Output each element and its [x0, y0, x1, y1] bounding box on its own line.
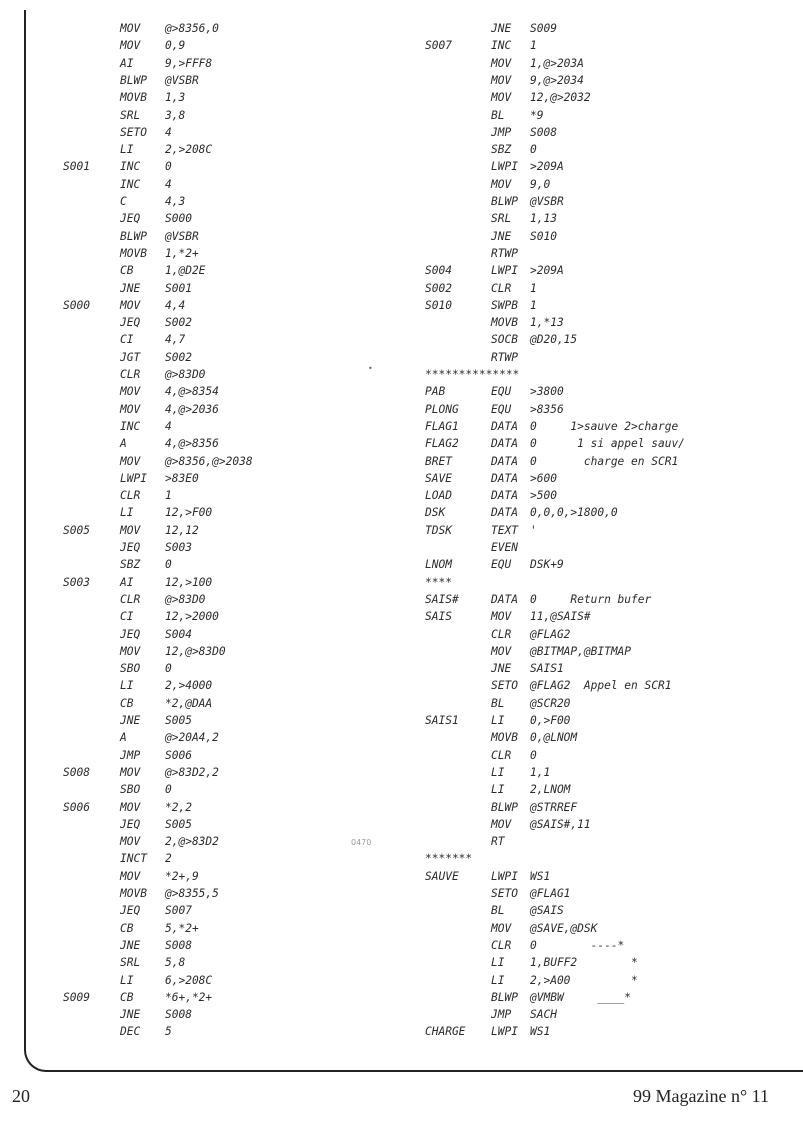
- code-label: SAIS1: [425, 714, 459, 727]
- code-opcode: BL: [491, 696, 505, 710]
- code-operand: 2,>208C: [165, 143, 213, 157]
- code-operand: 1,*2+: [165, 246, 199, 260]
- code-operand: 1,BUFF2 *: [530, 956, 638, 970]
- code-opcode: SETO: [491, 679, 518, 693]
- code-opcode: MOV: [120, 835, 141, 849]
- code-operand: 0: [165, 662, 172, 676]
- code-operand: 1,3: [165, 91, 186, 105]
- code-opcode: MOV: [120, 22, 141, 35]
- code-operand: @VMBW ____*: [530, 990, 632, 1004]
- code-opcode: BL: [491, 108, 505, 122]
- code-operand: SAIS1: [530, 662, 564, 676]
- code-operand: 12,12: [165, 523, 199, 537]
- code-opcode: SWPB: [491, 298, 518, 312]
- code-label: FLAG2: [425, 437, 459, 451]
- code-operand: >209A: [530, 264, 564, 278]
- code-label: S007: [425, 39, 452, 53]
- code-label: S000: [63, 298, 90, 312]
- code-opcode: LI: [491, 973, 505, 987]
- code-operand: 1,@>203A: [530, 56, 584, 70]
- code-opcode: JGT: [120, 350, 141, 364]
- code-label: **************: [425, 368, 520, 381]
- code-operand: 3,8: [165, 108, 186, 122]
- code-opcode: CB: [120, 921, 134, 935]
- code-opcode: MOVB: [491, 731, 518, 745]
- code-operand: 4: [165, 419, 172, 433]
- code-operand: *9: [530, 108, 544, 122]
- code-operand: @SAIS#,11: [530, 817, 591, 831]
- code-operand: 2,>4000: [165, 679, 213, 693]
- code-opcode: MOV: [491, 73, 512, 87]
- code-operand: 12,@>2032: [530, 91, 591, 105]
- code-opcode: SETO: [491, 887, 518, 900]
- code-operand: S000: [165, 212, 192, 226]
- code-opcode: BLWP: [491, 990, 518, 1004]
- code-operand: @SCR20: [530, 696, 571, 710]
- code-operand: 0 charge en SCR1: [530, 454, 679, 468]
- code-operand: @FLAG2 Appel en SCR1: [530, 679, 672, 693]
- code-operand: S009: [530, 22, 557, 35]
- code-opcode: BLWP: [120, 73, 147, 87]
- code-opcode: CLR: [491, 938, 512, 952]
- code-operand: S001: [165, 281, 192, 295]
- magazine-issue: 99 Magazine n° 11: [633, 1086, 769, 1106]
- code-operand: 0 ----*: [530, 938, 625, 952]
- stray-mark: •: [368, 364, 373, 373]
- code-opcode: JNE: [491, 22, 512, 35]
- code-opcode: LI: [120, 143, 134, 157]
- code-opcode: BLWP: [491, 800, 518, 814]
- code-operand: @>83D0: [165, 368, 206, 381]
- code-opcode: INC: [120, 160, 141, 174]
- code-opcode: EQU: [491, 402, 512, 416]
- code-label: S010: [425, 298, 452, 312]
- code-operand: WS1: [530, 869, 551, 883]
- code-operand: 2,@>83D2: [165, 835, 219, 849]
- code-operand: 4,4: [165, 298, 186, 312]
- code-label: S001: [63, 160, 90, 174]
- code-opcode: INC: [120, 419, 141, 433]
- code-operand: S007: [165, 904, 192, 918]
- code-opcode: CLR: [491, 748, 512, 762]
- code-opcode: JEQ: [120, 817, 141, 831]
- code-operand: 12,>100: [165, 575, 213, 589]
- code-operand: 0,>F00: [530, 714, 571, 727]
- code-label: S003: [63, 575, 90, 589]
- code-opcode: LI: [120, 506, 134, 520]
- code-opcode: LWPI: [491, 160, 518, 174]
- code-operand: 2,>A00 *: [530, 973, 638, 987]
- code-operand: 0,0,0,>1800,0: [530, 506, 618, 520]
- code-operand: 0: [530, 748, 537, 762]
- code-opcode: EQU: [491, 385, 512, 399]
- page-frame: [24, 10, 803, 1072]
- code-opcode: INC: [120, 177, 141, 191]
- code-opcode: MOV: [120, 869, 141, 883]
- code-opcode: LI: [120, 679, 134, 693]
- code-opcode: MOVB: [120, 91, 147, 105]
- code-opcode: SBZ: [491, 143, 512, 157]
- code-opcode: MOV: [120, 402, 141, 416]
- code-operand: 5: [165, 1025, 172, 1039]
- code-opcode: JNE: [491, 662, 512, 676]
- code-opcode: TEXT: [491, 523, 518, 537]
- code-operand: 0 1 si appel sauv/: [530, 437, 685, 451]
- code-operand: 0: [530, 143, 537, 157]
- code-operand: S005: [165, 714, 192, 727]
- code-opcode: MOV: [120, 800, 141, 814]
- code-opcode: JNE: [120, 714, 141, 727]
- code-operand: WS1: [530, 1025, 551, 1039]
- code-operand: S006: [165, 748, 192, 762]
- code-operand: S002: [165, 316, 192, 330]
- code-opcode: MOV: [120, 644, 141, 658]
- code-operand: @VSBR: [165, 73, 199, 87]
- code-operand: 11,@SAIS#: [530, 610, 591, 624]
- code-opcode: JMP: [491, 1008, 512, 1022]
- page-number: 20: [12, 1086, 30, 1106]
- code-label: SAVE: [425, 471, 452, 485]
- code-operand: SACH: [530, 1008, 557, 1022]
- code-operand: @VSBR: [530, 195, 564, 208]
- code-operand: DSK+9: [530, 558, 564, 572]
- code-operand: 4: [165, 125, 172, 139]
- code-operand: @>8356,@>2038: [165, 454, 253, 468]
- code-operand: S004: [165, 627, 192, 641]
- code-label: S008: [63, 765, 90, 779]
- code-opcode: MOV: [491, 610, 512, 624]
- code-label: DSK: [425, 506, 446, 520]
- code-operand: 12,>2000: [165, 610, 219, 624]
- code-opcode: LI: [491, 765, 505, 779]
- code-opcode: BLWP: [491, 195, 518, 208]
- code-label: *******: [425, 852, 473, 866]
- code-operand: 4,7: [165, 333, 186, 347]
- code-opcode: JEQ: [120, 904, 141, 918]
- code-label: PLONG: [425, 402, 459, 416]
- code-operand: @D20,15: [530, 333, 578, 347]
- code-opcode: DATA: [491, 437, 518, 451]
- code-operand: >3800: [530, 385, 564, 399]
- code-operand: 0: [165, 160, 172, 174]
- code-opcode: AI: [120, 575, 134, 589]
- code-operand: @FLAG2: [530, 627, 571, 641]
- code-operand: >8356: [530, 402, 564, 416]
- code-opcode: SBZ: [120, 558, 141, 572]
- code-operand: 6,>208C: [165, 973, 213, 987]
- code-opcode: JEQ: [120, 541, 141, 554]
- code-opcode: MOVB: [491, 316, 518, 330]
- code-operand: 1: [165, 489, 172, 503]
- code-operand: 9,0: [530, 177, 551, 191]
- code-label: SAIS: [425, 610, 452, 624]
- code-opcode: CI: [120, 333, 134, 347]
- code-opcode: CLR: [120, 489, 141, 503]
- code-opcode: SRL: [120, 108, 141, 122]
- code-opcode: A: [120, 731, 127, 745]
- code-operand: >209A: [530, 160, 564, 174]
- code-operand: ': [530, 523, 537, 537]
- code-operand: S005: [165, 817, 192, 831]
- code-opcode: JNE: [491, 229, 512, 243]
- code-opcode: MOV: [491, 91, 512, 105]
- code-operand: @>8355,5: [165, 887, 219, 900]
- code-opcode: SBO: [120, 662, 141, 676]
- code-operand: 1,1: [530, 765, 551, 779]
- code-operand: 9,>FFF8: [165, 56, 213, 70]
- code-opcode: LI: [491, 714, 505, 727]
- code-label: LOAD: [425, 489, 452, 503]
- code-opcode: DATA: [491, 506, 518, 520]
- code-operand: 0 1>sauve 2>charge: [530, 419, 679, 433]
- code-opcode: LWPI: [120, 471, 147, 485]
- code-operand: 1: [530, 39, 537, 53]
- code-operand: @SAVE,@DSK: [530, 921, 598, 935]
- code-operand: 5,*2+: [165, 921, 199, 935]
- code-opcode: MOV: [120, 39, 141, 53]
- code-opcode: LWPI: [491, 1025, 518, 1039]
- code-operand: 4,@>2036: [165, 402, 219, 416]
- code-opcode: MOVB: [120, 887, 147, 900]
- code-operand: S003: [165, 541, 192, 554]
- code-opcode: JEQ: [120, 316, 141, 330]
- code-operand: >600: [530, 471, 557, 485]
- code-operand: 4,3: [165, 195, 186, 208]
- code-opcode: DEC: [120, 1025, 141, 1039]
- code-operand: 5,8: [165, 956, 186, 970]
- code-opcode: INC: [491, 39, 512, 53]
- handwritten-margin-note: 0470: [351, 838, 372, 847]
- code-operand: 12,>F00: [165, 506, 213, 520]
- code-opcode: DATA: [491, 471, 518, 485]
- code-opcode: JMP: [491, 125, 512, 139]
- code-operand: 12,@>83D0: [165, 644, 226, 658]
- code-label: ****: [425, 575, 452, 589]
- code-operand: S002: [165, 350, 192, 364]
- code-opcode: C: [120, 195, 127, 208]
- code-opcode: MOV: [120, 385, 141, 399]
- code-opcode: MOVB: [120, 246, 147, 260]
- code-operand: 9,@>2034: [530, 73, 584, 87]
- code-opcode: CLR: [120, 592, 141, 606]
- code-operand: *2,2: [165, 800, 192, 814]
- code-opcode: RTWP: [491, 246, 518, 260]
- code-opcode: CLR: [120, 368, 141, 381]
- code-operand: 1: [530, 281, 537, 295]
- code-opcode: SOCB: [491, 333, 518, 347]
- code-opcode: AI: [120, 56, 134, 70]
- code-opcode: MOV: [491, 56, 512, 70]
- code-operand: 4,@>8356: [165, 437, 219, 451]
- code-opcode: MOV: [491, 644, 512, 658]
- code-operand: 0,@LNOM: [530, 731, 578, 745]
- code-label: FLAG1: [425, 419, 459, 433]
- code-operand: 2,LNOM: [530, 783, 571, 797]
- code-opcode: RT: [491, 835, 505, 849]
- code-label: LNOM: [425, 558, 452, 572]
- code-opcode: MOV: [491, 817, 512, 831]
- code-opcode: SBO: [120, 783, 141, 797]
- code-label: S006: [63, 800, 90, 814]
- code-operand: 1,*13: [530, 316, 564, 330]
- code-operand: >83E0: [165, 471, 199, 485]
- code-opcode: CLR: [491, 281, 512, 295]
- code-opcode: CB: [120, 264, 134, 278]
- code-opcode: JNE: [120, 1008, 141, 1022]
- code-operand: *2+,9: [165, 869, 199, 883]
- code-operand: 4: [165, 177, 172, 191]
- code-operand: *2,@DAA: [165, 696, 213, 710]
- code-opcode: BLWP: [120, 229, 147, 243]
- code-label: S005: [63, 523, 90, 537]
- code-operand: 4,@>8354: [165, 385, 219, 399]
- code-opcode: LI: [120, 973, 134, 987]
- code-opcode: MOV: [491, 921, 512, 935]
- code-opcode: JNE: [120, 938, 141, 952]
- code-opcode: CB: [120, 696, 134, 710]
- code-label: BRET: [425, 454, 452, 468]
- code-operand: 0 Return bufer: [530, 592, 652, 606]
- code-operand: 2: [165, 852, 172, 866]
- code-opcode: DATA: [491, 489, 518, 503]
- code-operand: S008: [165, 938, 192, 952]
- code-opcode: A: [120, 437, 127, 451]
- code-operand: S008: [165, 1008, 192, 1022]
- code-opcode: MOV: [491, 177, 512, 191]
- code-opcode: BL: [491, 904, 505, 918]
- code-operand: @FLAG1: [530, 887, 571, 900]
- code-operand: 0,9: [165, 39, 186, 53]
- code-label: S009: [63, 990, 90, 1004]
- code-opcode: MOV: [120, 765, 141, 779]
- code-operand: @SAIS: [530, 904, 564, 918]
- code-label: SAIS#: [425, 592, 459, 606]
- code-operand: S010: [530, 229, 557, 243]
- code-opcode: CI: [120, 610, 134, 624]
- code-label: TDSK: [425, 523, 452, 537]
- code-operand: @VSBR: [165, 229, 199, 243]
- code-operand: @>83D0: [165, 592, 206, 606]
- code-opcode: EVEN: [491, 541, 518, 554]
- code-opcode: CB: [120, 990, 134, 1004]
- code-opcode: MOV: [120, 523, 141, 537]
- code-opcode: JNE: [120, 281, 141, 295]
- code-opcode: JMP: [120, 748, 141, 762]
- code-opcode: DATA: [491, 592, 518, 606]
- code-operand: 1,@D2E: [165, 264, 206, 278]
- code-operand: @STRREF: [530, 800, 578, 814]
- code-label: PAB: [425, 385, 446, 399]
- code-operand: 1: [530, 298, 537, 312]
- code-opcode: LI: [491, 783, 505, 797]
- code-operand: 0: [165, 783, 172, 797]
- code-opcode: JEQ: [120, 212, 141, 226]
- code-opcode: DATA: [491, 419, 518, 433]
- code-operand: S008: [530, 125, 557, 139]
- code-opcode: MOV: [120, 454, 141, 468]
- code-operand: @>20A4,2: [165, 731, 219, 745]
- code-opcode: SRL: [120, 956, 141, 970]
- code-label: SAUVE: [425, 869, 459, 883]
- code-label: S004: [425, 264, 452, 278]
- code-operand: 0: [165, 558, 172, 572]
- code-opcode: MOV: [120, 298, 141, 312]
- code-label: CHARGE: [425, 1025, 466, 1039]
- code-opcode: LI: [491, 956, 505, 970]
- code-opcode: CLR: [491, 627, 512, 641]
- code-opcode: SETO: [120, 125, 147, 139]
- code-operand: @>8356,0: [165, 22, 219, 35]
- code-opcode: JEQ: [120, 627, 141, 641]
- code-opcode: DATA: [491, 454, 518, 468]
- code-opcode: EQU: [491, 558, 512, 572]
- code-operand: 1,13: [530, 212, 557, 226]
- code-label: S002: [425, 281, 452, 295]
- code-operand: *6+,*2+: [165, 990, 213, 1004]
- code-operand: @BITMAP,@BITMAP: [530, 644, 632, 658]
- code-opcode: RTWP: [491, 350, 518, 364]
- code-opcode: INCT: [120, 852, 147, 866]
- code-opcode: LWPI: [491, 264, 518, 278]
- code-opcode: SRL: [491, 212, 512, 226]
- code-operand: >500: [530, 489, 557, 503]
- code-operand: @>83D2,2: [165, 765, 219, 779]
- code-opcode: LWPI: [491, 869, 518, 883]
